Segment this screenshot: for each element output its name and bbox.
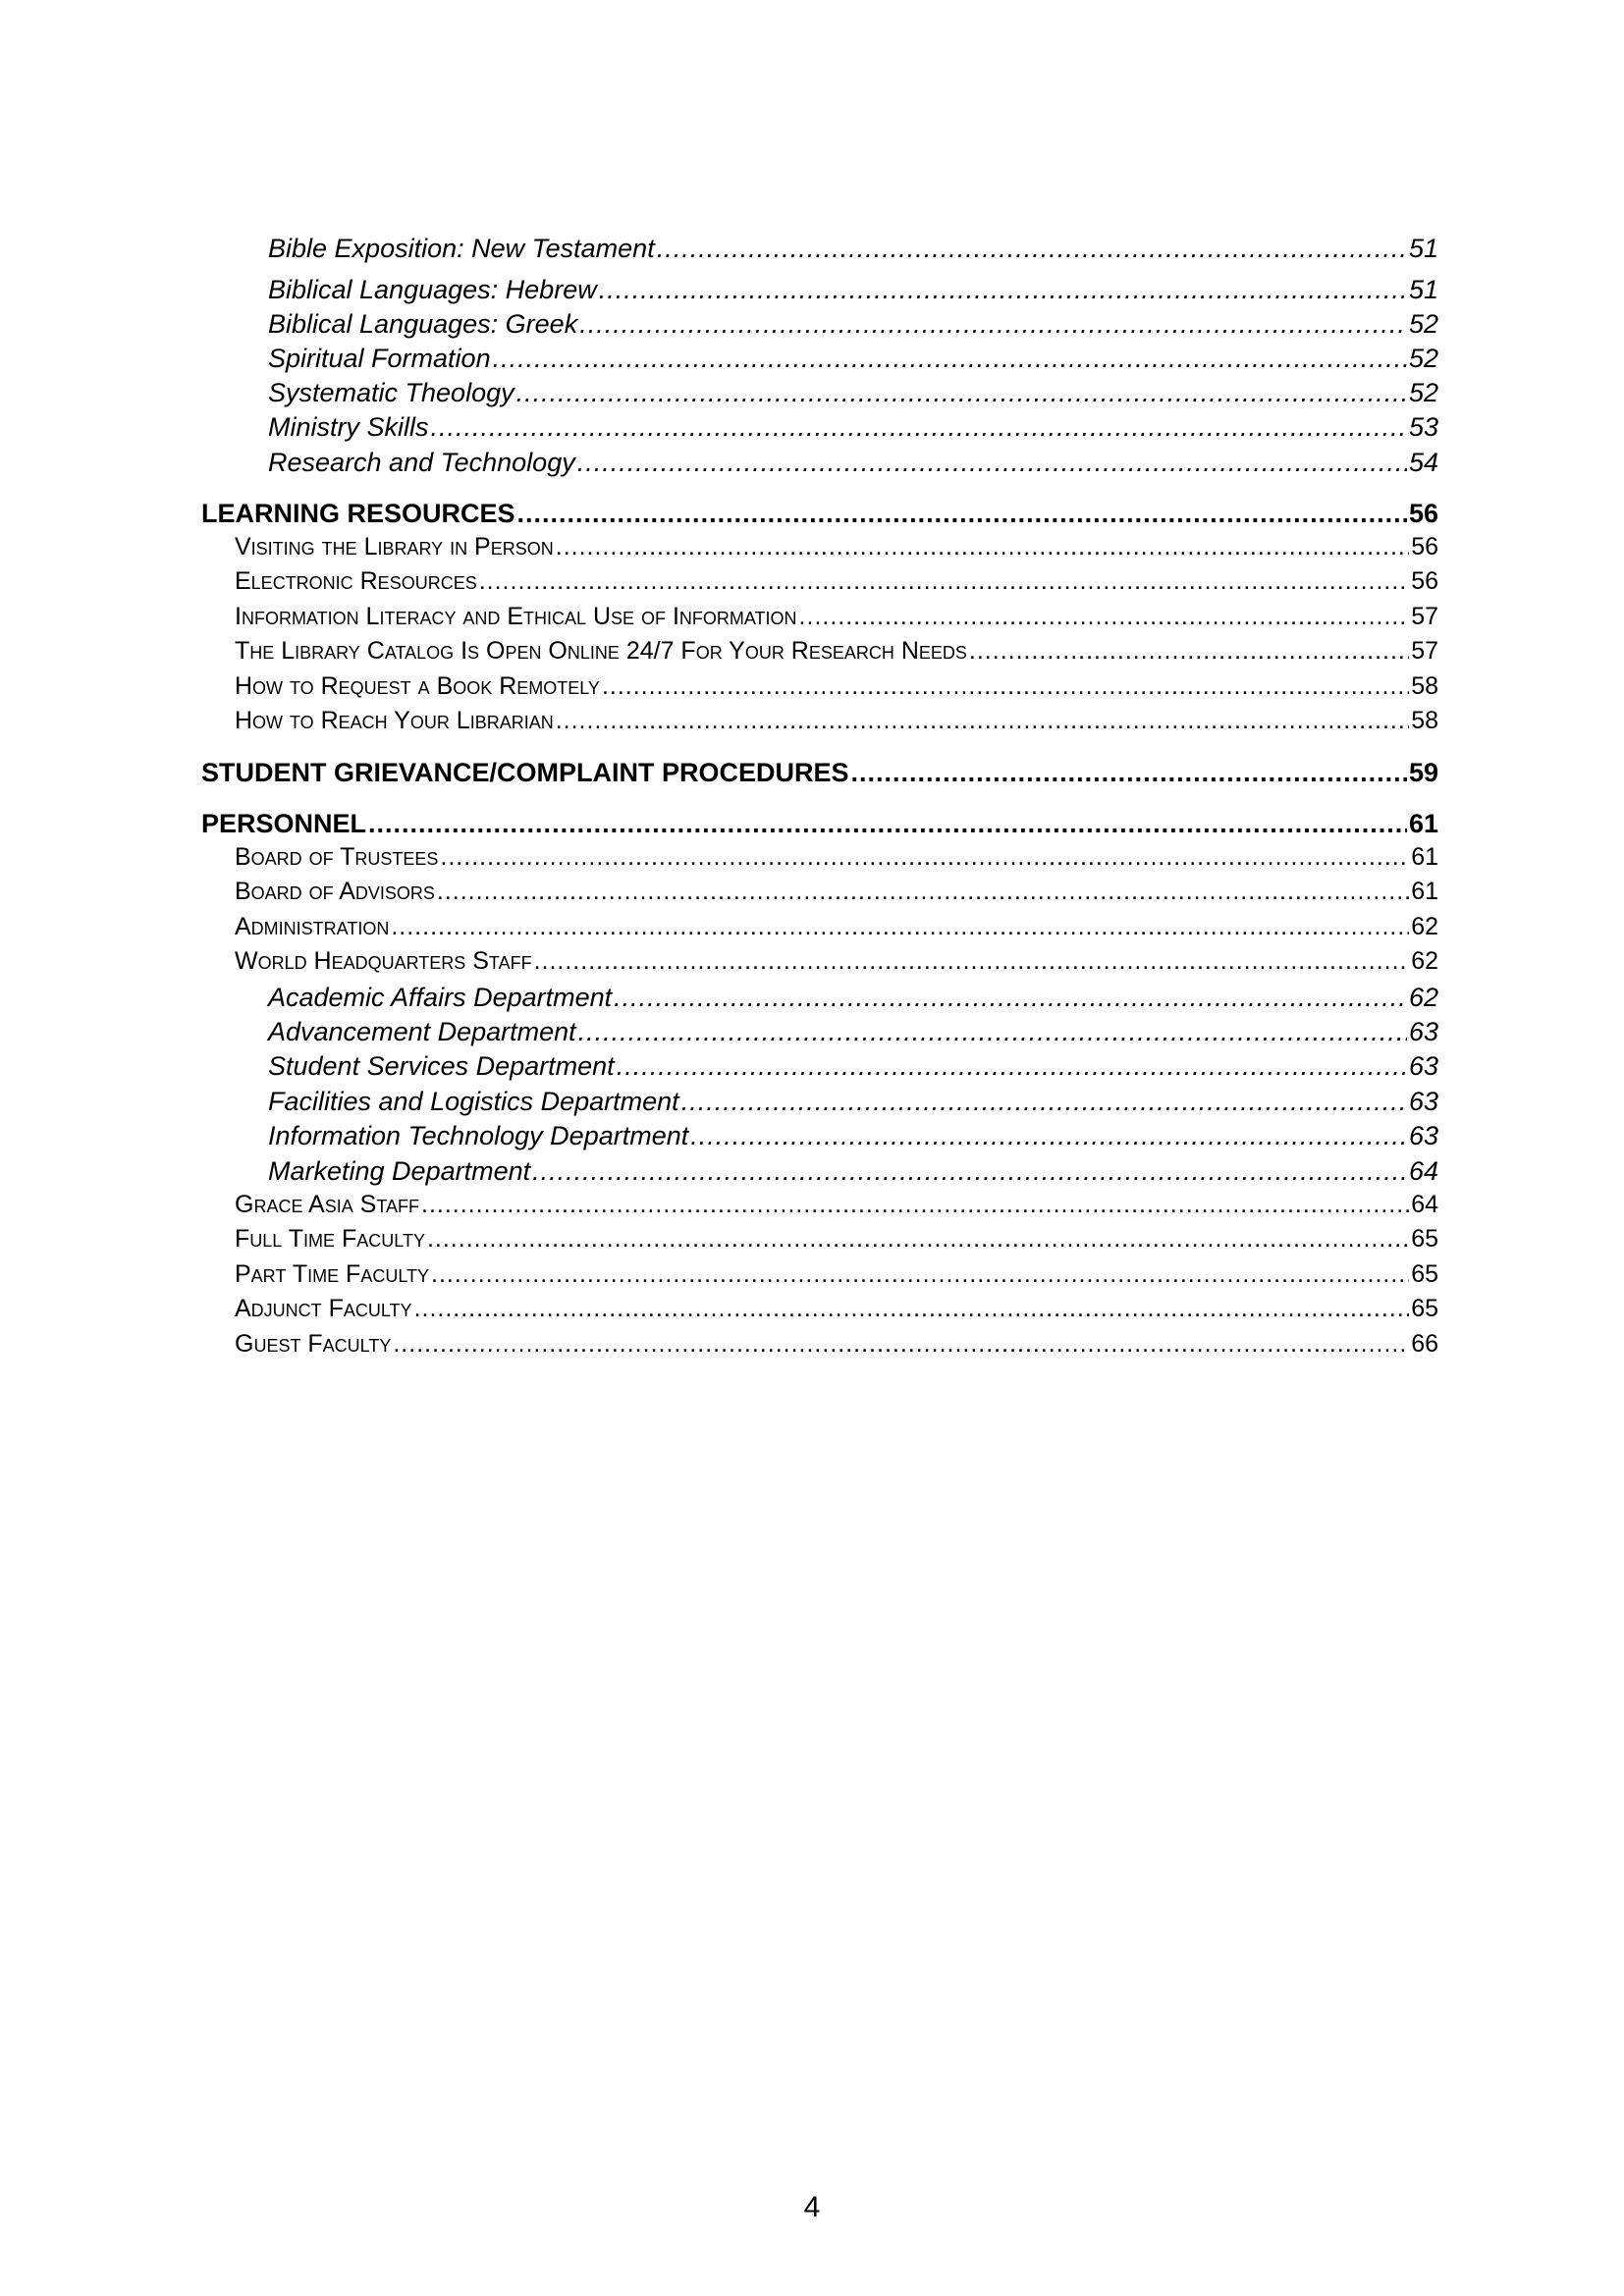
toc-entry[interactable]: [201, 378, 1438, 408]
toc-entry-title: Guest Faculty: [235, 1330, 392, 1358]
toc-entry-title: The Library Catalog Is Open Online 24/7 For Your Research Needs: [235, 637, 967, 665]
toc-entry[interactable]: [201, 672, 1438, 701]
toc-entry-page: 56: [1411, 567, 1438, 595]
toc-entry-page: 64: [1411, 1191, 1438, 1218]
toc-leader-dots: [578, 1017, 1407, 1047]
toc-leader-dots: [577, 448, 1407, 478]
toc-entry-page: 63: [1408, 1051, 1438, 1081]
toc-entry-title: Information Literacy and Ethical Use of Information: [235, 603, 797, 630]
toc-leader-dots: [431, 1260, 1409, 1289]
toc-entry-page: 57: [1411, 637, 1438, 665]
toc-entry-title: Full Time Faculty: [235, 1225, 425, 1253]
toc-entry[interactable]: [201, 843, 1438, 872]
toc-entry[interactable]: [201, 809, 1438, 839]
toc-entry-title: Biblical Languages: Hebrew: [268, 275, 597, 304]
toc-entry-page: 52: [1408, 309, 1438, 339]
toc-entry[interactable]: [201, 1191, 1438, 1219]
toc-entry[interactable]: [201, 913, 1438, 941]
toc-entry-page: 51: [1408, 234, 1438, 263]
toc-entry-title: Academic Affairs Department: [268, 983, 613, 1012]
toc-entry[interactable]: [201, 707, 1438, 735]
toc-entry-title: Ministry Skills: [268, 412, 429, 442]
toc-entry[interactable]: [201, 1051, 1438, 1082]
toc-entry-page: 65: [1411, 1225, 1438, 1253]
toc-entry-page: 63: [1408, 1017, 1438, 1046]
toc-entry[interactable]: [201, 1156, 1438, 1187]
toc-entry-title: STUDENT GRIEVANCE/COMPLAINT PROCEDURES: [201, 758, 849, 787]
toc-leader-dots: [431, 412, 1407, 443]
toc-entry[interactable]: [201, 309, 1438, 340]
toc-entry-page: 52: [1408, 344, 1438, 373]
toc-entry-page: 64: [1408, 1156, 1438, 1186]
toc-entry-title: Grace Asia Staff: [235, 1191, 419, 1218]
toc-leader-dots: [517, 499, 1407, 529]
toc-entry[interactable]: [201, 758, 1438, 788]
toc-entry-page: 56: [1408, 499, 1438, 528]
toc-entry[interactable]: [201, 533, 1438, 561]
toc-entry[interactable]: [201, 567, 1438, 596]
toc-entry-title: Student Services Department: [268, 1051, 615, 1081]
toc-entry[interactable]: [201, 603, 1438, 631]
toc-leader-dots: [437, 878, 1409, 906]
toc-entry-title: Board of Advisors: [235, 878, 435, 905]
toc-entry-title: Advancement Department: [268, 1017, 576, 1046]
toc-entry-title: Biblical Languages: Greek: [268, 309, 578, 339]
toc-entry-title: Administration: [235, 913, 390, 940]
toc-leader-dots: [479, 567, 1409, 596]
toc-entry-title: Information Technology Department: [268, 1121, 689, 1150]
toc-entry-title: LEARNING RESOURCES: [201, 499, 515, 528]
toc-entry-page: 61: [1408, 809, 1438, 838]
toc-entry[interactable]: [201, 1017, 1438, 1047]
toc-leader-dots: [391, 913, 1409, 941]
toc-entry-title: PERSONNEL: [201, 809, 367, 838]
toc-entry-title: Electronic Resources: [235, 567, 477, 595]
toc-entry-title: Spiritual Formation: [268, 344, 491, 373]
page-number: 4: [803, 2191, 821, 2223]
toc-entry-title: World Headquarters Staff: [235, 947, 532, 975]
toc-leader-dots: [851, 758, 1407, 788]
toc-entry[interactable]: [201, 637, 1438, 666]
toc-entry-page: 61: [1411, 878, 1438, 905]
toc-entry-page: 62: [1411, 947, 1438, 975]
toc-leader-dots: [556, 533, 1409, 561]
toc-leader-dots: [440, 843, 1409, 872]
toc-entry-page: 62: [1411, 913, 1438, 940]
toc-entry[interactable]: [201, 983, 1438, 1013]
toc-entry-title: Marketing Department: [268, 1156, 531, 1186]
toc-entry-title: Systematic Theology: [268, 378, 514, 407]
toc-leader-dots: [799, 603, 1410, 631]
toc-entry-page: 59: [1408, 758, 1438, 787]
toc-entry[interactable]: [201, 1260, 1438, 1289]
toc-leader-dots: [579, 309, 1407, 340]
toc-entry-title: Facilities and Logistics Department: [268, 1087, 679, 1116]
toc-leader-dots: [556, 707, 1409, 735]
toc-entry[interactable]: [201, 947, 1438, 976]
toc-leader-dots: [969, 637, 1409, 666]
toc-leader-dots: [681, 1087, 1407, 1117]
toc-entry-title: Research and Technology: [268, 448, 575, 477]
toc-leader-dots: [617, 1051, 1407, 1082]
toc-entry-page: 65: [1411, 1260, 1438, 1288]
toc-leader-dots: [532, 1156, 1407, 1187]
toc-entry-title: Visiting the Library in Person: [235, 533, 554, 561]
toc-entry-page: 52: [1408, 378, 1438, 407]
toc-entry[interactable]: [201, 412, 1438, 443]
toc-leader-dots: [493, 344, 1407, 374]
toc-entry[interactable]: [201, 275, 1438, 305]
toc-leader-dots: [614, 983, 1407, 1013]
toc-entry[interactable]: [201, 1330, 1438, 1359]
toc-leader-dots: [427, 1225, 1409, 1254]
toc-entry-title: How to Request a Book Remotely: [235, 672, 600, 700]
toc-entry-title: Board of Trustees: [235, 843, 439, 871]
toc-entry-page: 51: [1408, 275, 1438, 304]
toc-leader-dots: [534, 947, 1410, 976]
toc-entry[interactable]: [201, 1121, 1438, 1151]
toc-entry-page: 58: [1411, 707, 1438, 734]
toc-entry-page: 57: [1411, 603, 1438, 630]
toc-entry-page: 65: [1411, 1295, 1438, 1322]
toc-leader-dots: [599, 275, 1407, 305]
toc-entry[interactable]: [201, 499, 1438, 529]
toc-entry-title: Part Time Faculty: [235, 1260, 430, 1288]
toc-entry-page: 54: [1408, 448, 1438, 477]
toc-leader-dots: [516, 378, 1407, 408]
toc-entry-page: 62: [1408, 983, 1438, 1012]
toc-entry[interactable]: [201, 344, 1438, 374]
toc-entry-page: 63: [1408, 1087, 1438, 1116]
toc-entry-page: 53: [1408, 412, 1438, 442]
toc-leader-dots: [368, 809, 1407, 839]
toc-entry-page: 66: [1411, 1330, 1438, 1358]
toc-leader-dots: [393, 1330, 1409, 1359]
toc-leader-dots: [421, 1191, 1409, 1219]
toc-entry[interactable]: [201, 1295, 1438, 1323]
toc-entry[interactable]: [201, 878, 1438, 906]
toc-entry[interactable]: [201, 448, 1438, 478]
toc-entry[interactable]: [201, 234, 1438, 264]
toc-leader-dots: [657, 234, 1407, 264]
toc-entry-page: 58: [1411, 672, 1438, 700]
toc-entry[interactable]: [201, 1225, 1438, 1254]
toc-entry[interactable]: [201, 1087, 1438, 1117]
toc-entry-page: 61: [1411, 843, 1438, 871]
toc-leader-dots: [602, 672, 1409, 701]
toc-entry-title: Adjunct Faculty: [235, 1295, 412, 1322]
toc-leader-dots: [414, 1295, 1410, 1323]
toc-entry-page: 56: [1411, 533, 1438, 561]
toc-leader-dots: [690, 1121, 1407, 1151]
toc-entry-page: 63: [1408, 1121, 1438, 1150]
toc-entry-title: Bible Exposition: New Testament: [268, 234, 655, 263]
toc-entry-title: How to Reach Your Librarian: [235, 707, 554, 734]
